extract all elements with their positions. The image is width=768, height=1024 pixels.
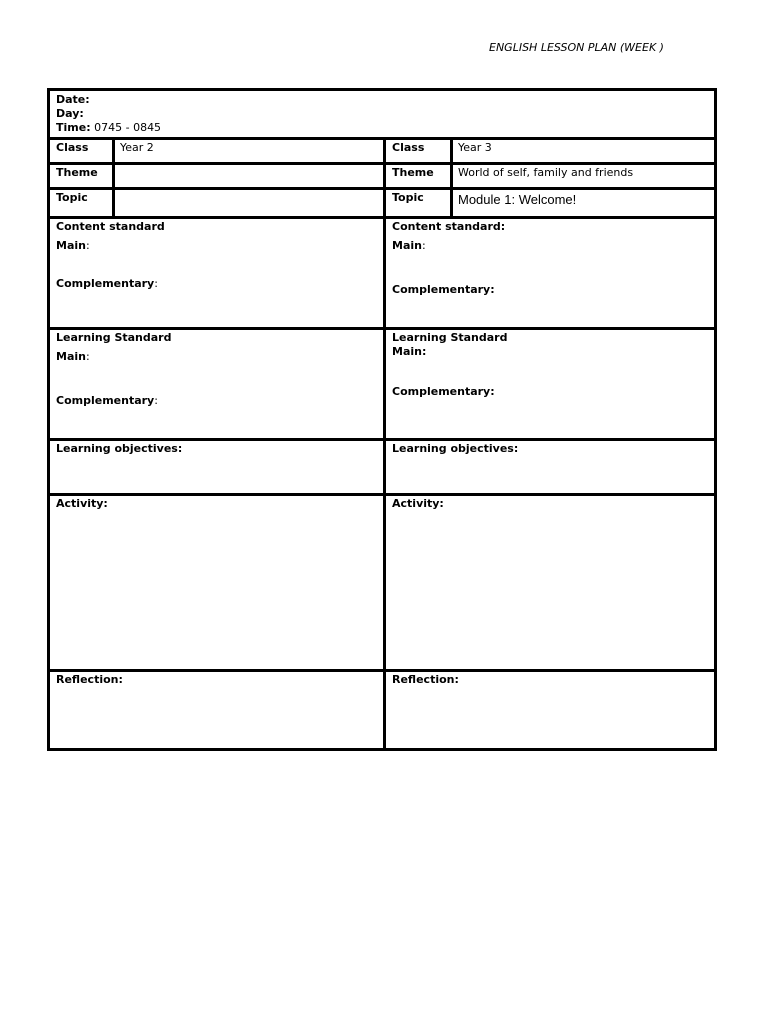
time-label: Time:	[56, 121, 91, 134]
row-divider	[50, 493, 714, 496]
right-class-label: Class	[392, 141, 425, 154]
left-content-main-label: Main	[56, 239, 86, 252]
left-learning-comp-colon: :	[154, 394, 158, 407]
left-content-main-colon: :	[85, 239, 90, 252]
left-learning-main-colon: :	[85, 350, 90, 363]
right-class-value: Year 3	[458, 141, 492, 154]
left-content-comp-label: Complementary	[56, 277, 155, 290]
page-header-title: ENGLISH LESSON PLAN (WEEK )	[489, 41, 664, 54]
day-label: Day:	[56, 107, 84, 120]
left-content-standard-label: Content standard	[56, 220, 165, 233]
right-learning-standard-label: Learning Standard	[392, 331, 508, 344]
left-objectives-label: Learning objectives:	[56, 442, 183, 455]
right-activity-label: Activity:	[392, 497, 444, 510]
right-content-standard-label: Content standard:	[392, 220, 506, 233]
row-divider	[50, 438, 714, 441]
left-class-value: Year 2	[120, 141, 154, 154]
left-class-label: Class	[56, 141, 89, 154]
lesson-plan-table	[47, 88, 717, 751]
right-learning-comp-label: Complementary:	[392, 385, 495, 398]
left-reflection-label: Reflection:	[56, 673, 123, 686]
right-theme-value: World of self, family and friends	[458, 166, 634, 179]
column-divider-center	[383, 137, 386, 748]
column-divider-left-label	[112, 137, 115, 216]
left-learning-comp-label: Complementary	[56, 394, 155, 407]
left-activity-label: Activity:	[56, 497, 108, 510]
right-theme-label: Theme	[392, 166, 434, 179]
info-block	[56, 93, 161, 135]
right-topic-label: Topic	[392, 191, 424, 204]
left-content-comp-colon: :	[154, 277, 158, 290]
date-label: Date:	[56, 93, 90, 106]
right-content-main-colon: :	[421, 239, 426, 252]
left-learning-standard-label: Learning Standard	[56, 331, 172, 344]
left-topic-label: Topic	[56, 191, 88, 204]
row-divider	[50, 327, 714, 330]
right-content-comp-label: Complementary:	[392, 283, 495, 296]
left-theme-label: Theme	[56, 166, 98, 179]
time-value: 0745 - 0845	[94, 121, 162, 134]
row-divider	[50, 162, 714, 165]
right-reflection-label: Reflection:	[392, 673, 459, 686]
right-objectives-label: Learning objectives:	[392, 442, 519, 455]
column-divider-right-label	[450, 137, 453, 216]
right-topic-value: Module 1: Welcome!	[458, 192, 577, 207]
row-divider	[50, 187, 714, 190]
row-divider	[50, 216, 714, 219]
row-divider	[50, 137, 714, 140]
left-learning-main-label: Main	[56, 350, 86, 363]
row-divider	[50, 669, 714, 672]
right-content-main-label: Main	[392, 239, 422, 252]
right-learning-main-label: Main:	[392, 345, 427, 358]
